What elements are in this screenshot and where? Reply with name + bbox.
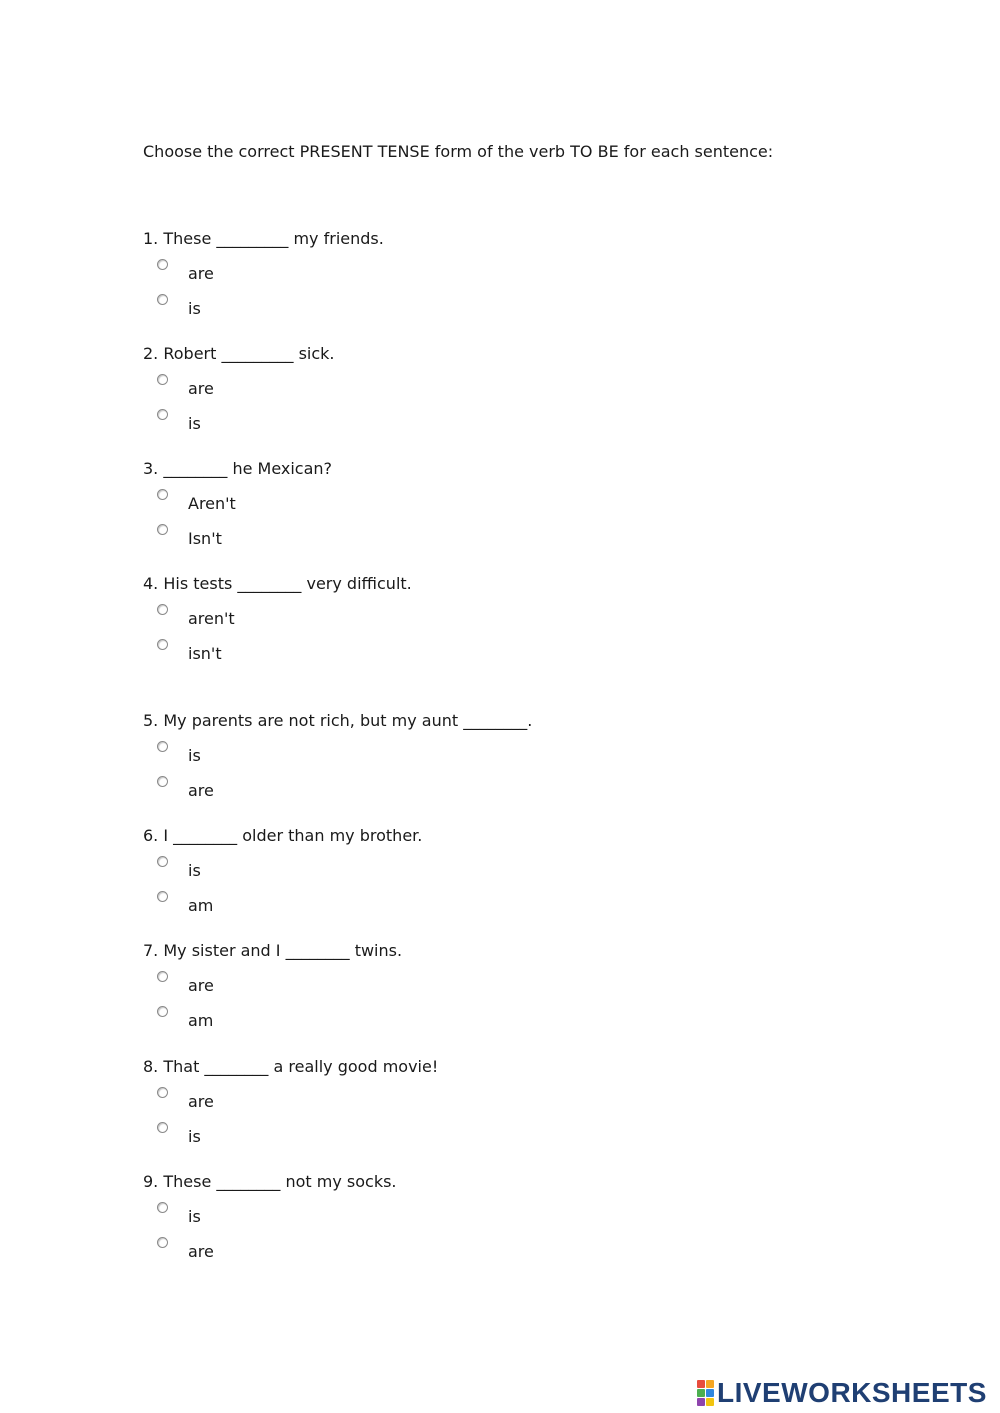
question-1 — [143, 229, 843, 326]
option-label: are — [188, 976, 214, 995]
radio-button[interactable] — [157, 259, 168, 270]
brand-name: LIVEWORKSHEETS — [717, 1377, 987, 1408]
answer-option[interactable] — [143, 1199, 843, 1234]
answer-option[interactable] — [143, 1084, 843, 1119]
radio-button[interactable] — [157, 374, 168, 385]
option-label: are — [188, 264, 214, 283]
radio-button[interactable] — [157, 1122, 168, 1133]
answer-option[interactable] — [143, 291, 843, 326]
option-label: is — [188, 1207, 201, 1226]
answer-option[interactable] — [143, 636, 843, 671]
radio-button[interactable] — [157, 971, 168, 982]
option-label: is — [188, 299, 201, 318]
question-text: 9. These ________ not my socks. — [143, 1172, 397, 1191]
radio-button[interactable] — [157, 489, 168, 500]
option-label: Aren't — [188, 494, 236, 513]
question-4 — [143, 574, 843, 671]
question-6 — [143, 826, 843, 923]
radio-button[interactable] — [157, 604, 168, 615]
logo-block — [697, 1389, 705, 1397]
radio-button[interactable] — [157, 524, 168, 535]
radio-button[interactable] — [157, 639, 168, 650]
answer-option[interactable] — [143, 256, 843, 291]
option-label: is — [188, 861, 201, 880]
radio-button[interactable] — [157, 1237, 168, 1248]
answer-option[interactable] — [143, 521, 843, 556]
radio-button[interactable] — [157, 1087, 168, 1098]
answer-option[interactable] — [143, 486, 843, 521]
answer-option[interactable] — [143, 968, 843, 1003]
answer-option[interactable] — [143, 853, 843, 888]
option-label: are — [188, 379, 214, 398]
answer-option[interactable] — [143, 371, 843, 406]
question-5 — [143, 711, 843, 808]
answer-option[interactable] — [143, 738, 843, 773]
option-label: is — [188, 414, 201, 433]
question-3 — [143, 459, 843, 556]
radio-button[interactable] — [157, 294, 168, 305]
answer-option[interactable] — [143, 1119, 843, 1154]
radio-button[interactable] — [157, 891, 168, 902]
question-text: 1. These _________ my friends. — [143, 229, 384, 248]
question-text: 7. My sister and I ________ twins. — [143, 941, 403, 960]
answer-option[interactable] — [143, 1234, 843, 1269]
option-label: aren't — [188, 609, 235, 628]
option-label: am — [188, 1011, 214, 1030]
option-label: are — [188, 781, 214, 800]
answer-option[interactable] — [143, 406, 843, 441]
option-label: are — [188, 1242, 214, 1261]
answer-option[interactable] — [143, 888, 843, 923]
question-2 — [143, 344, 843, 441]
question-9 — [143, 1172, 843, 1269]
radio-button[interactable] — [157, 1006, 168, 1017]
radio-button[interactable] — [157, 741, 168, 752]
option-label: is — [188, 746, 201, 765]
option-label: Isn't — [188, 529, 222, 548]
answer-option[interactable] — [143, 601, 843, 636]
option-label: isn't — [188, 644, 222, 663]
question-text: 3. ________ he Mexican? — [143, 459, 333, 478]
logo-block — [706, 1398, 714, 1406]
logo-block — [706, 1380, 714, 1388]
question-text: 2. Robert _________ sick. — [143, 344, 335, 363]
logo-blocks-icon — [697, 1380, 714, 1406]
question-text: 8. That ________ a really good movie! — [143, 1057, 439, 1076]
answer-option[interactable] — [143, 1003, 843, 1038]
question-8 — [143, 1057, 843, 1154]
logo-block — [706, 1389, 714, 1397]
option-label: is — [188, 1127, 201, 1146]
radio-button[interactable] — [157, 409, 168, 420]
logo-block — [697, 1398, 705, 1406]
liveworksheets-logo — [697, 1378, 987, 1408]
question-7 — [143, 941, 843, 1038]
logo-block — [697, 1380, 705, 1388]
answer-option[interactable] — [143, 773, 843, 808]
instructions-text: Choose the correct PRESENT TENSE form of the verb TO BE for each sentence: — [143, 142, 774, 161]
question-text: 5. My parents are not rich, but my aunt ________. — [143, 711, 533, 730]
radio-button[interactable] — [157, 1202, 168, 1213]
radio-button[interactable] — [157, 776, 168, 787]
question-text: 6. I ________ older than my brother. — [143, 826, 423, 845]
option-label: are — [188, 1092, 214, 1111]
radio-button[interactable] — [157, 856, 168, 867]
option-label: am — [188, 896, 214, 915]
question-text: 4. His tests ________ very difficult. — [143, 574, 412, 593]
